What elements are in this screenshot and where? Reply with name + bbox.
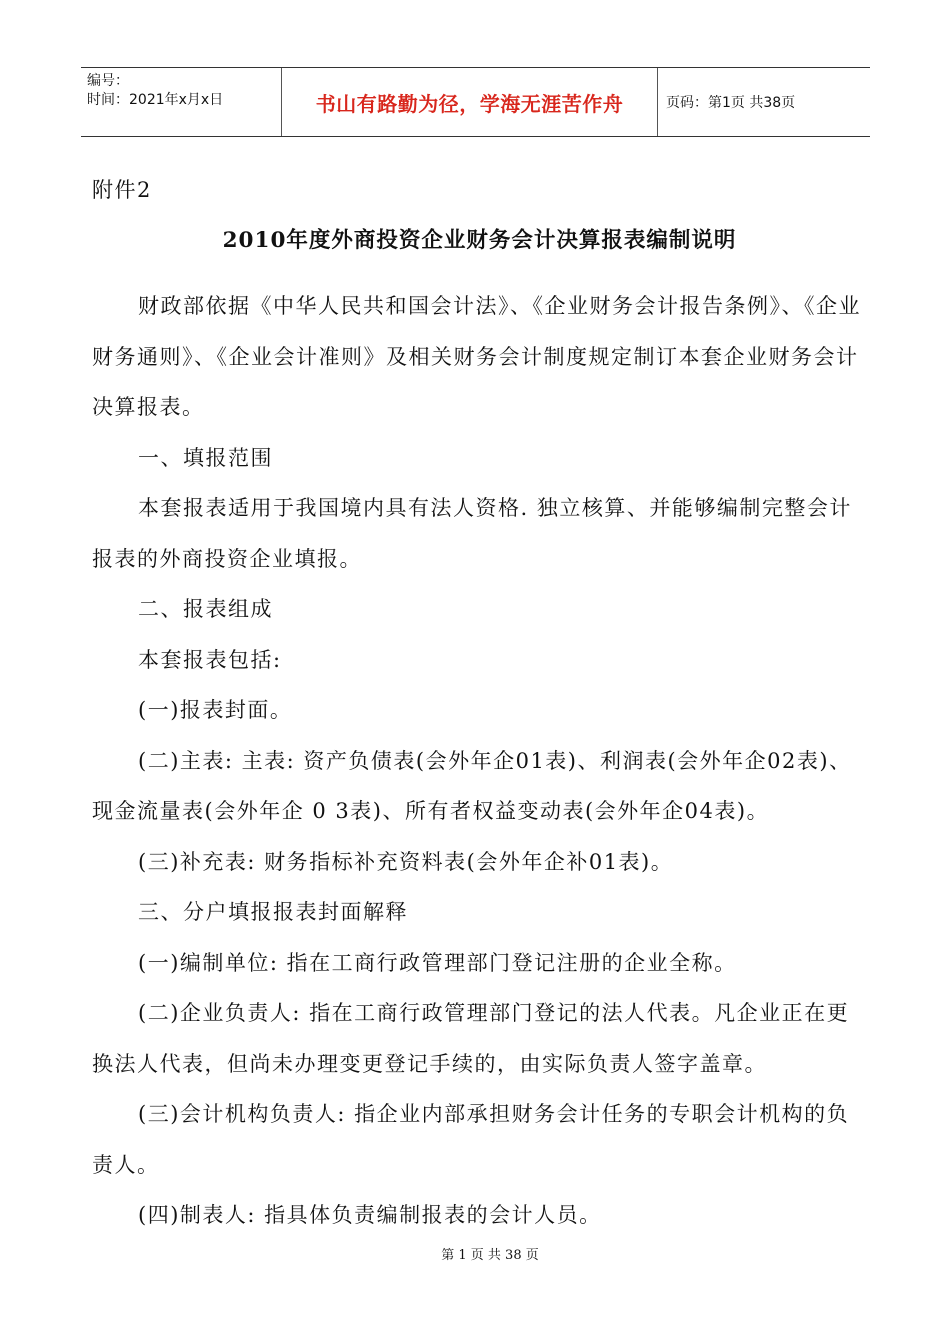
section3-item-4: (四)制表人: 指具体负责编制报表的会计人员。 <box>138 1203 602 1227</box>
page-footer: 第 1 页 共 38 页 <box>441 1248 539 1263</box>
section2-item-1: (一)报表封面。 <box>138 698 293 722</box>
section1-body: 本套报表适用于我国境内具有法人资格. 独立核算、并能够编制完整会计报表的外商投资企业填报。 <box>92 496 852 571</box>
section2-item-3: (三)补充表: 财务指标补充资料表(会外年企补01表)。 <box>138 849 674 874</box>
section3-item-1: (一)编制单位: 指在工商行政管理部门登记注册的企业全称。 <box>138 950 737 975</box>
attachment-label: 附件2 <box>92 178 152 202</box>
document-time-label: 时间：2021年x月x日 <box>87 92 224 108</box>
header-motto: 书山有路勤为径，学海无涯苦作舟 <box>282 68 658 136</box>
section3-heading: 三、分户填报报表封面解释 <box>138 900 408 924</box>
section1-heading: 一、填报范围 <box>138 445 273 470</box>
document-number-label: 编号： <box>87 73 129 89</box>
document-body <box>92 165 867 1241</box>
section2-lead: 本套报表包括: <box>138 647 282 672</box>
page-header <box>81 67 870 137</box>
section3-item-3: (三)会计机构负责人: 指企业内部承担财务会计任务的专职会计机构的负责人。 <box>92 1102 850 1177</box>
document-title: 2010年度外商投资企业财务会计决算报表编制说明 <box>222 227 737 253</box>
header-page-info: 页码：第1页 共38页 <box>666 95 796 111</box>
section3-item-2: (二)企业负责人: 指在工商行政管理部门登记的法人代表。凡企业正在更换法人代表，但尚未办理变更登记手续的，由实际负责人签字盖章。 <box>92 1001 850 1076</box>
section2-heading: 二、报表组成 <box>138 597 273 621</box>
section2-item-2: (二)主表: 主表: 资产负债表(会外年企01表)、利润表(会外年企02表)、现金流量表(会外年企 0 3表)、所有者权益变动表(会外年企04表)。 <box>92 748 852 823</box>
header-meta <box>81 68 282 136</box>
intro-paragraph: 财政部依据《中华人民共和国会计法》、《企业财务会计报告条例》、《企业财务通则》、《企业会计准则》及相关财务会计制度规定制订本套企业财务会计决算报表。 <box>92 294 861 419</box>
